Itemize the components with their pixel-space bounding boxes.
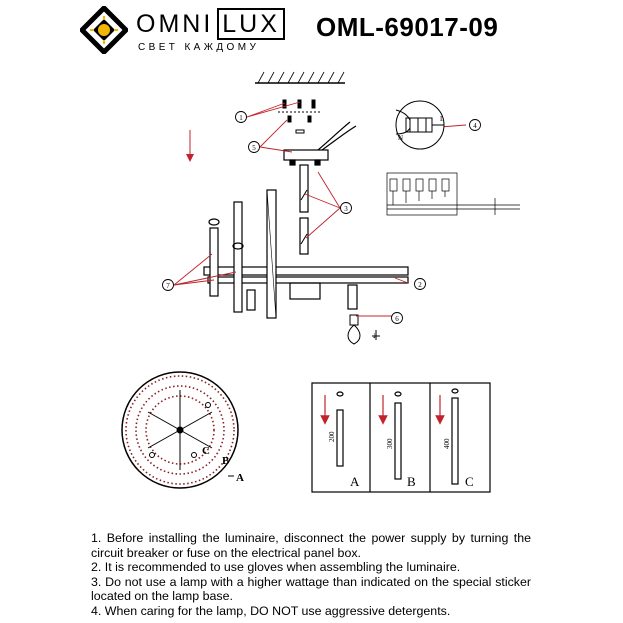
instruction-3: 3. Do not use a lamp with a higher wattage than indicated on the special sticker located on the lamp base. (91, 574, 531, 604)
top-view (122, 372, 238, 488)
variant-length-c: 400 (443, 438, 451, 449)
variant-panels (312, 383, 490, 492)
callout-7: 7 (166, 282, 170, 290)
wiring-schematic (387, 173, 520, 215)
callout-1: 1 (239, 114, 243, 122)
callout-4: 4 (473, 122, 477, 130)
variant-panel-a: A (350, 474, 360, 489)
svg-text:↓: ↓ (372, 330, 377, 340)
brand-tagline: СВЕТ КАЖДОМУ (138, 42, 260, 53)
instruction-4: 4. When caring for the lamp, DO NOT use aggressive detergents. (91, 603, 451, 618)
wiring-label-live: L (440, 115, 445, 123)
vertical-light-bars (209, 190, 357, 318)
instruction-2: 2. It is recommended to use gloves when assembling the luminaire. (91, 560, 461, 575)
bulb-icon (348, 315, 377, 344)
instruction-1: 1. Before installing the luminaire, disconnect the power supply by turning the circuit breaker or fuse on the electrical panel box. (91, 531, 531, 560)
variant-panel-b: B (407, 474, 416, 489)
brand-name-lux: LUX (217, 8, 285, 40)
callout-2: 2 (418, 281, 422, 289)
variant-length-a: 200 (328, 431, 336, 442)
top-view-label-c: C (202, 445, 210, 457)
installation-instructions (91, 531, 531, 619)
suspension-rods (300, 165, 308, 254)
top-view-label-a: A (236, 472, 244, 484)
terminal-detail (396, 101, 444, 149)
callout-6: 6 (395, 315, 399, 323)
mounting-screws (278, 100, 320, 133)
canopy (284, 122, 356, 165)
brand-name-omni: OMNI (136, 10, 214, 38)
top-view-label-b: B (222, 455, 230, 467)
variant-panel-c: C (465, 474, 474, 489)
ceiling-hatch (255, 72, 345, 83)
callout-3: 3 (344, 205, 348, 213)
model-number: OML-69017-09 (316, 12, 499, 42)
callout-5: 5 (252, 144, 256, 152)
variant-length-b: 300 (386, 438, 394, 449)
wiring-label-neutral: N (398, 134, 404, 142)
